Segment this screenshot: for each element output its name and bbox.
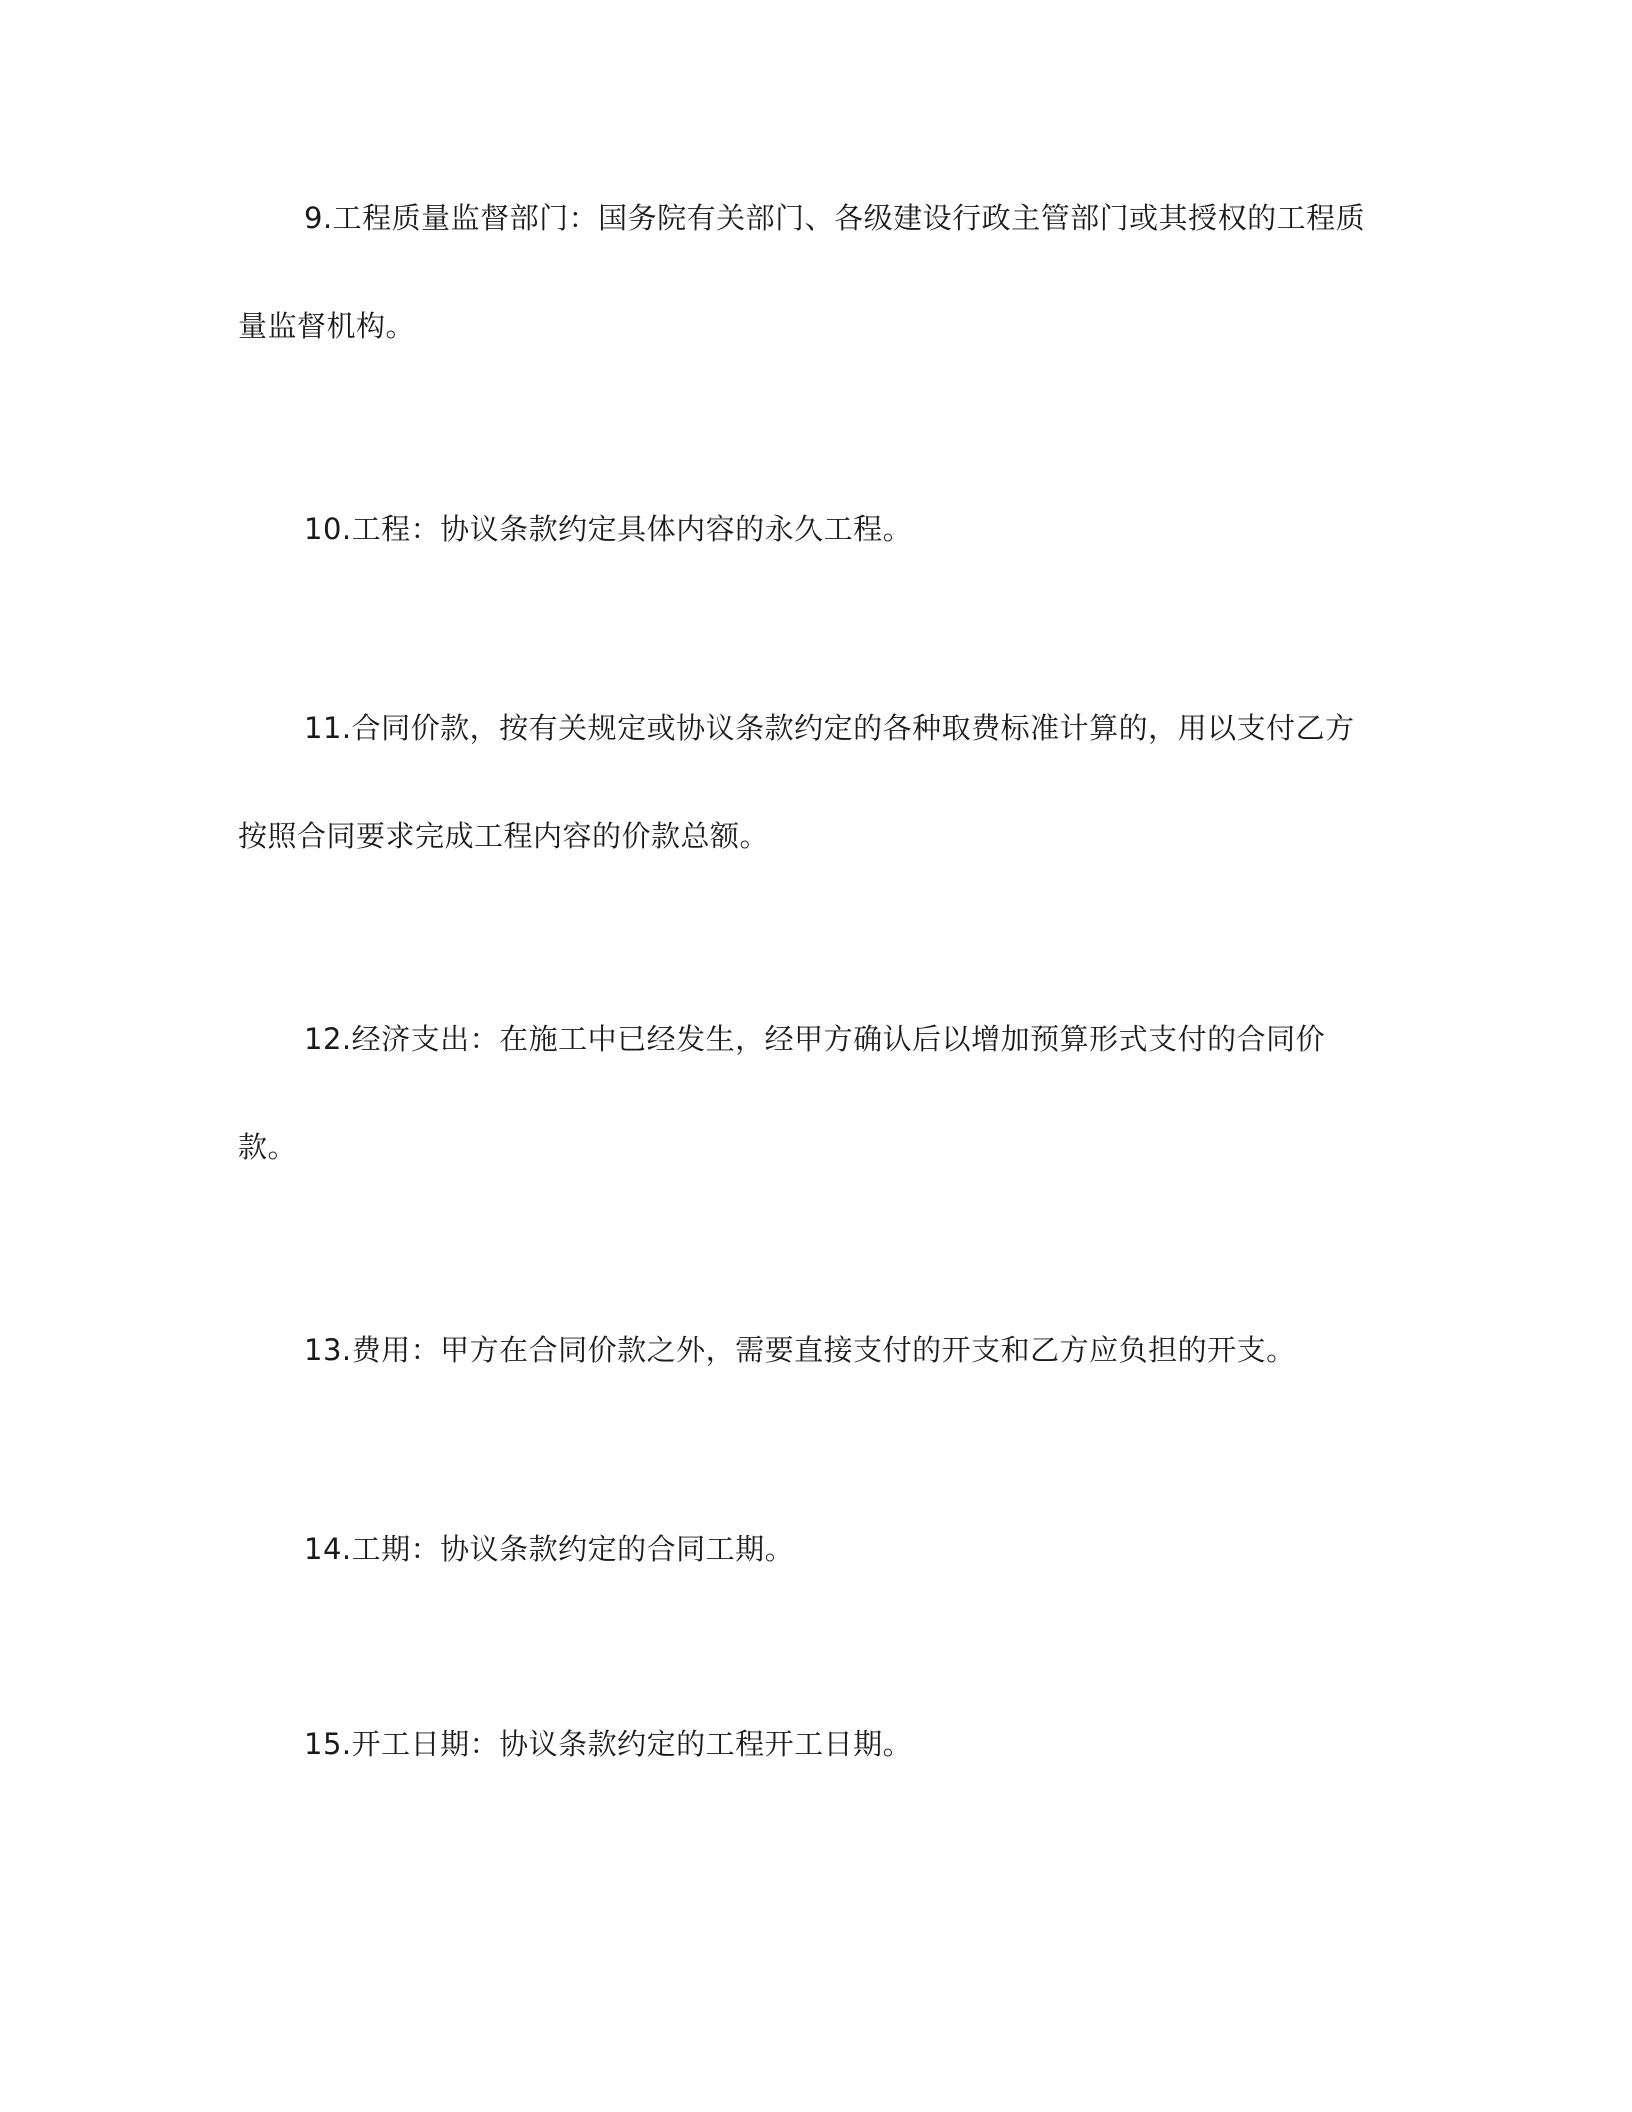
definition-item-13: 13.费用：甲方在合同价款之外，需要直接支付的开支和乙方应负担的开支。 [304,1333,1296,1367]
definition-item-12: 12.经济支出：在施工中已经发生，经甲方确认后以增加预算形式支付的合同价款。 [238,1022,1326,1164]
definition-item-15: 15.开工日期：协议条款约定的工程开工日期。 [304,1727,913,1761]
definition-item-10: 10.工程：协议条款约定具体内容的永久工程。 [304,512,913,546]
definition-item-9: 9.工程质量监督部门：国务院有关部门、各级建设行政主管部门或其授权的工程质量监督机构。 [238,201,1366,343]
definition-item-14: 14.工期：协议条款约定的合同工期。 [304,1532,795,1566]
definition-item-11: 11.合同价款，按有关规定或协议条款约定的各种取费标准计算的，用以支付乙方按照合同要求完成工程内容的价款总额。 [238,711,1355,853]
